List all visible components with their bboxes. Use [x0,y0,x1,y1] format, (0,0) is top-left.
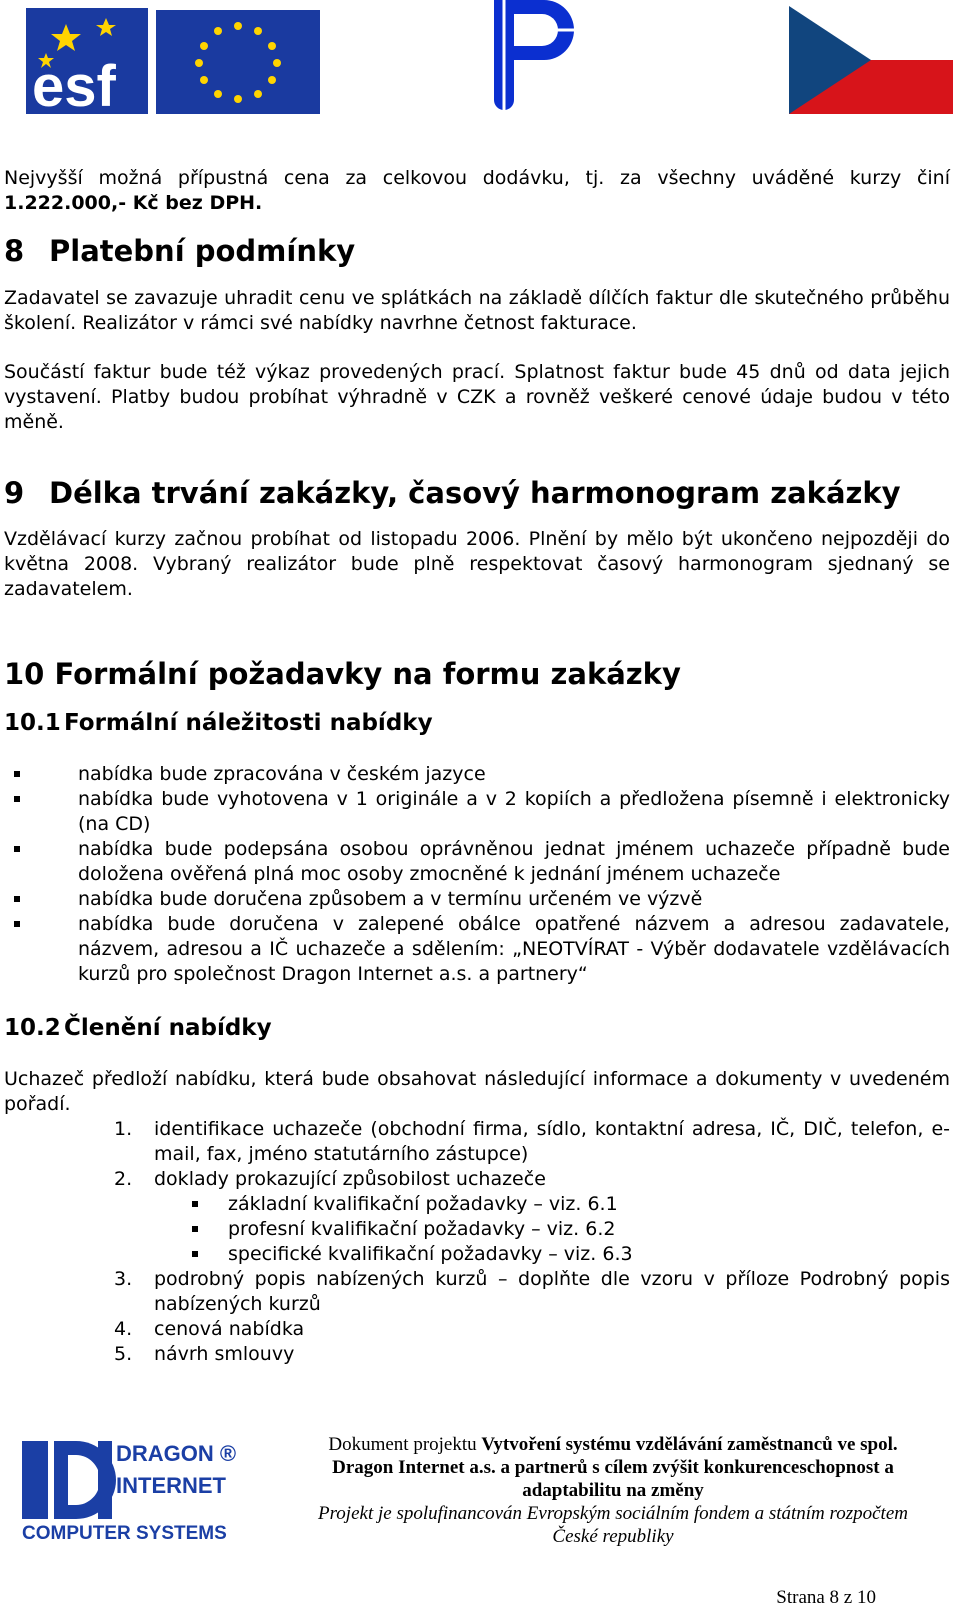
item-text: podrobný popis nabízených kurzů – doplňte dle vzoru v příloze Podrobný popis nabízených kurzů [154,1268,950,1315]
list-item [4,1267,950,1317]
list-item [4,1317,950,1342]
section-9-paragraph: Vzdělávací kurzy začnou probíhat od listopadu 2006. Plnění by mělo být ukončeno nejpozději do května 2008. Vybraný realizátor bude plně respektovat časový harmonogram sjednaný se zadavatelem. [4,528,950,600]
item-number: 3. [114,1268,133,1290]
item-number: 5. [114,1343,133,1365]
formal-requirements-list [4,762,950,987]
svg-text:COMPUTER SYSTEMS: COMPUTER SYSTEMS [22,1523,227,1544]
item-number: 2. [114,1168,133,1190]
subsection-number: 10.2 [4,1015,61,1041]
list-item: nabídka bude doručena způsobem a v termínu určeném ve výzvě [4,887,950,912]
subsection-10-1-heading [4,708,950,738]
list-item: nabídka bude podepsána osobou oprávněnou jednat jménem uchazeče případně bude doložena ověřená plná moc osoby zmocněné k jednání jménem uchazeče [4,837,950,887]
subsection-number: 10.1 [4,710,61,736]
page-footer [0,1425,960,1616]
svg-text:INTERNET: INTERNET [116,1473,226,1498]
section-number: 8 [4,234,25,268]
offer-structure-list [4,1117,950,1367]
item-text: identifikace uchazeče (obchodní firma, sídlo, kontaktní adresa, IČ, DIČ, telefon, e-mail, fax, jméno statutárního zástupce) [154,1118,950,1165]
footer-doc-title: Vytvoření systému vzdělávání zaměstnanců ve spol. Dragon Internet a.s. a partnerů s cílem zvýšit konkurenceschopnost a adaptabilitu na změny [332,1434,898,1501]
list-item: nabídka bude vyhotovena v 1 originále a v 2 kopiích a předložena písemně i elektronicky (na CD) [4,787,950,837]
subsection-title: Formální náležitosti nabídky [64,710,433,736]
subsection-10-2-heading [4,1013,950,1043]
section-title: Platební podmínky [49,234,356,268]
svg-text:DRAGON ®: DRAGON ® [116,1441,237,1466]
list-item: nabídka bude zpracována v českém jazyce [4,762,950,787]
section-8-heading [4,233,950,269]
item-number: 1. [114,1118,133,1140]
section-8-paragraph-1: Zadavatel se zavazuje uhradit cenu ve splátkách na základě dílčích faktur dle skutečného průběhu školení. Realizátor v rámci své nabídky navrhne četnost fakturace. [4,287,950,334]
item-text: cenová nabídka [154,1318,305,1340]
list-item [4,1342,950,1367]
header-logos [0,0,960,120]
sublist-item: profesní kvalifikační požadavky – viz. 6.2 [154,1217,950,1242]
svg-text:esf: esf [32,54,116,114]
footer-document-info [318,1433,908,1548]
subsection-title: Členění nabídky [64,1015,272,1041]
price-paragraph: Nejvyšší možná přípustná cena za celkovou dodávku, tj. za všechny uváděné kurzy činí 1.222.000,- Kč bez DPH. [4,167,950,214]
offer-structure-intro: Uchazeč předloží nabídku, která bude obsahovat následující informace a dokumenty v uvedeném pořadí. [4,1068,950,1115]
item-number: 4. [114,1318,133,1340]
section-number: 10 [4,657,45,691]
footer-doc-prefix: Dokument projektu [328,1434,482,1455]
page-number: Strana 8 z 10 [776,1587,876,1608]
document-body [4,166,950,1367]
sublist-item: základní kvalifikační požadavky – viz. 6.1 [154,1192,950,1217]
list-item [4,1117,950,1167]
sublist-item: specifické kvalifikační požadavky – viz. 6.3 [154,1242,950,1267]
qualification-sublist [154,1192,950,1267]
footer-cofinance-note: Projekt je spolufinancován Evropským sociálním fondem a státním rozpočtem České republiky [318,1503,908,1547]
item-text: doklady prokazující způsobilost uchazeče [154,1168,546,1190]
esf-eu-logo [26,8,322,114]
section-8-paragraph-2: Součástí faktur bude též výkaz provedených prací. Splatnost faktur bude 45 dnů od data jejich vystavení. Platby budou probíhat výhradně v CZK a rovněž veškeré cenové údaje budou v této měně. [4,361,950,433]
price-value: 1.222.000,- Kč bez DPH. [4,192,263,214]
list-item: nabídka bude doručena v zalepené obálce opatřené názvem a adresou zadavatele, názvem, adresou a IČ uchazeče a sdělením: „NEOTVÍRAT - Výběr dodavatele vzdělávacích kurzů pro společnost Dragon Internet a.s. a partnery“ [4,912,950,987]
section-title: Délka trvání zakázky, časový harmonogram zakázky [49,476,901,510]
section-number: 9 [4,476,25,510]
section-10-heading [4,656,950,692]
item-text: návrh smlouvy [154,1343,295,1365]
dragon-internet-logo [20,1433,240,1563]
section-9-heading [4,475,950,511]
list-item [4,1167,950,1267]
section-title: Formální požadavky na formu zakázky [54,657,681,691]
p-logo [484,0,604,114]
czech-flag-icon [789,6,953,114]
